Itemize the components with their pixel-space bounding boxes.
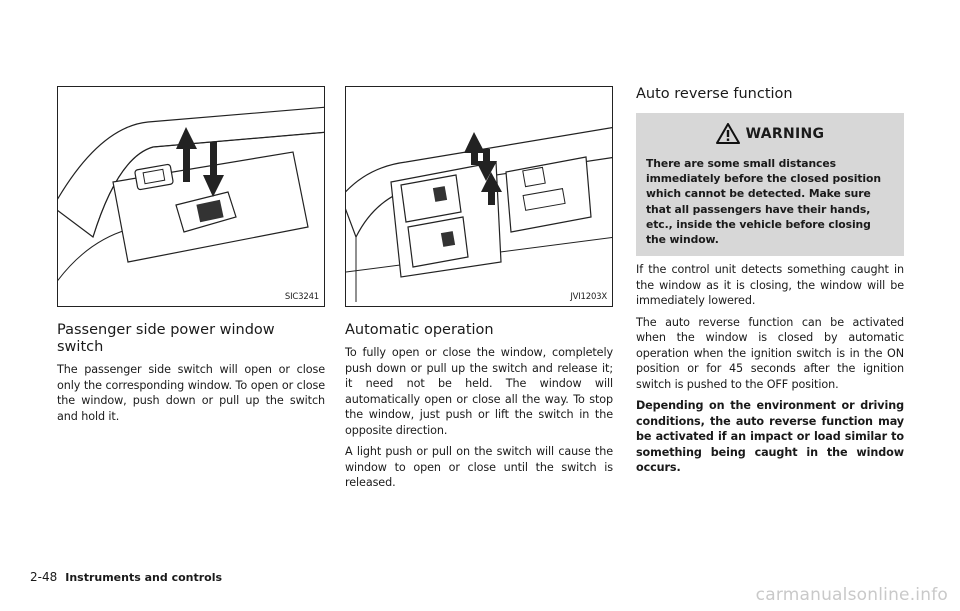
page-number: 2-48 [30,570,58,584]
warning-header [646,123,894,144]
figure-code: SIC3241 [284,292,319,302]
section-name: Instruments and controls [65,571,223,584]
warning-title: WARNING [745,125,825,142]
passenger-switch-illustration [58,87,324,306]
body-text: To fully open or close the window, completely push down or pull up the switch and release it; it need not be held. The window will automatically open or close all the way. To stop the window, just push or lift the switch in the opposite direction. [345,346,613,437]
body-text: The passenger side switch will open or close only the corresponding window. To open or close the window, push down or pull up the switch and hold it. [57,363,325,423]
right-column [636,86,904,476]
automatic-operation-figure [345,86,613,307]
body-text-bold: Depending on the environment or driving conditions, the auto reverse function may be activated if an impact or load similar to something being caught in the window occurs. [636,399,904,475]
body-text: The auto reverse function can be activated when the window is closed by automatic operation when the ignition switch is in the ON position or for 45 seconds after the ignition switch is pushed to the OFF position. [636,315,904,391]
body-text: If the control unit detects something caught in the window as it is closing, the window will be immediately lowered. [636,263,904,308]
figure-code: JVI1203X [570,292,607,302]
warning-box [636,113,904,256]
section-heading: Automatic operation [345,322,494,338]
page-footer [30,570,222,584]
warning-triangle-icon [716,123,740,144]
left-column [57,86,325,424]
passenger-switch-figure [57,86,325,307]
body-text: A light push or pull on the switch will cause the window to open or close until the switch is released. [345,445,613,489]
watermark: carmanualsonline.info [755,585,948,605]
section-heading: Auto reverse function [636,86,793,102]
driver-switch-illustration [346,87,612,306]
warning-text: There are some small distances immediately before the closed position which cannot be detected. Make sure that all passengers have their hands, etc., inside the vehicle before closing the window. [646,157,881,247]
middle-column [345,86,613,491]
section-heading: Passenger side power window switch [57,322,275,355]
